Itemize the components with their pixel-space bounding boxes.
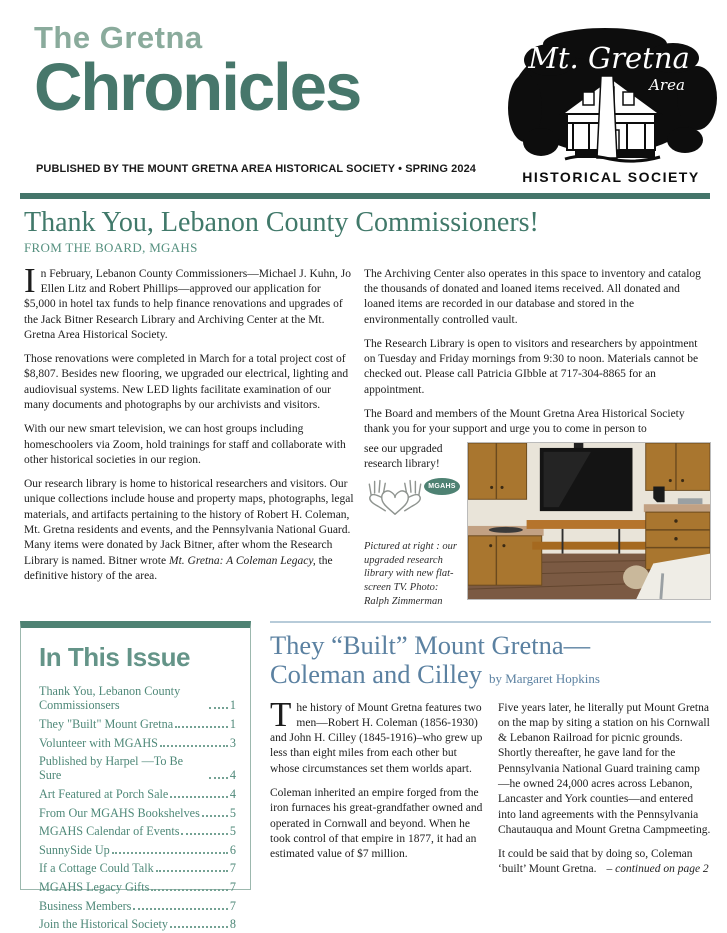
toc-item-page: 7 [229, 861, 236, 876]
toc-item-label: MGAHS Legacy Gifts [39, 880, 150, 895]
article1-headline: Thank You, Lebanon County Commissioners! [24, 207, 539, 238]
book-title-italic: Mt. Gretna: A Coleman Legacy, [169, 554, 316, 567]
toc-item-page: 1 [229, 698, 236, 713]
toc-item-label: Published by Harpel —To Be Sure [39, 754, 184, 783]
toc-item [39, 824, 236, 838]
continued-note: – continued on page 2 [606, 863, 709, 876]
article1-paragraph [24, 260, 354, 343]
toc-item [39, 717, 236, 731]
toc-dot-leader [170, 796, 228, 798]
article1-paragraph: The Board and members of the Mount Gretna Area Historical Society thank you for your support and urge you to come in person to [364, 408, 685, 436]
article2-paragraph [270, 694, 483, 777]
toc-dot-leader [209, 777, 228, 779]
article2-paragraph: Coleman inherited an empire forged from the iron furnaces his great-grandfather owned and operated in Cornwall and beyond. When he took control of that empire in 1877, it had an estimated value of $7 million. [270, 787, 483, 861]
paragraph-text: he history of Mount Gretna features two men—Robert H. Coleman (1856-1930) and John H. Cilley (1845-1916)–who grew up less than eight miles from each other but whose circumstances set them worlds apart. [270, 701, 483, 775]
toc-item [39, 787, 236, 801]
toc-item-page: 6 [229, 842, 236, 857]
newsletter-title [34, 20, 361, 125]
toc-item [39, 736, 236, 750]
toc-dot-leader [181, 833, 227, 835]
article2-headline-line2-text: Coleman and Cilley [270, 658, 482, 689]
article2-columns [270, 694, 711, 887]
paragraph-text: the definitive history of the area. [24, 554, 333, 582]
research-library-photo [467, 442, 711, 600]
article2-headline [270, 631, 711, 688]
toc-dot-leader [175, 726, 228, 728]
paragraph-text: Our research library is home to historical researchers and visitors. Our unique collections include house and property maps, photographs, legal materials, and artifacts pertaining to the history of Robert H. Coleman, Mt. Gretna residents and events, and the Pennsylvania National Guard. Many items were donated by Jack Bitner, after whom the Research Library is named. Bitner wrote [24, 478, 354, 567]
article2-byline: by Margaret Hopkins [488, 670, 600, 686]
historical-society-logo [505, 24, 719, 188]
masthead [0, 0, 727, 193]
toc-item-label: Thank You, Lebanon County Commissionsers [39, 684, 181, 713]
toc-item-label: Join the Historical Society [39, 917, 168, 932]
article1-columns [24, 260, 711, 609]
toc-item-page: 7 [229, 880, 236, 895]
toc-dot-leader [151, 889, 228, 891]
dropcap-letter: I [24, 260, 36, 300]
toc-item-page: 7 [229, 898, 236, 913]
toc-item [39, 899, 236, 913]
toc-dot-leader [170, 926, 228, 928]
article1-paragraph: Those renovations were completed in March for a total project cost of $8,807. Besides new flooring, we upgraded our electrical, lighting and audiovisual systems. New LED lights facilitate examination of our many documents and photographs by our archivists and visitors. [24, 353, 349, 412]
toc-item-label: MGAHS Calendar of Events [39, 824, 180, 839]
article1-paragraph: With our new smart television, we can host groups including homeschoolers via Zoom, hold trainings for staff and collaborate with other historical societies in our region. [24, 423, 346, 466]
article1-paragraph: The Research Library is open to visitors and researchers by appointment on Tuesday and Friday mornings from 9:30 to noon. Materials cannot be checked out. Please call Patricia GIbble at 717-304-8865 for an appointment. [364, 337, 699, 396]
toc-item-label: SunnySide Up [39, 842, 110, 857]
paragraph-text: It could be said that by doing so, Coleman ‘built’ Mount Gretna. [498, 848, 693, 876]
toc-item [39, 917, 236, 931]
toc-dot-leader [112, 852, 228, 854]
article2-paragraph: Five years later, he literally put Mount Gretna on the map by siting a station on his Cornwall & Lebanon Railroad for picnic grounds. Shortly thereafter, he gave land for the Pennsylvania National Guard training camp—he owned 24,000 acres across Lebanon, Lancaster and York counties—and entered into land agreements with the Pennsylvania Chautauqua and Mount Gretna Campmeeting. [498, 701, 711, 836]
toc-item-page: 3 [229, 735, 236, 750]
toc-item-label: Business Members [39, 898, 132, 913]
figure-row [364, 442, 711, 609]
paragraph-continuation: see our upgraded research library! [364, 442, 443, 470]
article1-paragraph [24, 477, 354, 584]
photo-caption: Pictured at right : our upgraded research library with new flat-screen TV. Photo: Ralph Zimmerman [364, 541, 457, 607]
toc-item-page: 4 [229, 768, 236, 783]
toc-item-page: 8 [229, 917, 236, 932]
article2-top-rule [270, 621, 711, 623]
toc-item [39, 806, 236, 820]
research-library-photo-art [468, 443, 710, 599]
article2-paragraph [498, 847, 711, 878]
toc-item [39, 861, 236, 875]
mgahs-badge: MGAHS [424, 478, 460, 495]
article-thank-you [0, 199, 727, 608]
hands-heart-logo [364, 476, 460, 528]
figure-left-strip [364, 442, 467, 609]
toc-dot-leader [209, 707, 228, 709]
toc-item-page: 5 [229, 824, 236, 839]
logo-script-area: Area [649, 76, 685, 94]
toc-item [39, 843, 236, 857]
article2-right-column [498, 701, 711, 887]
article2-left-column [270, 694, 483, 887]
logo-script-name: Mt. Gretna [528, 41, 690, 75]
article-they-built-mount-gretna [251, 621, 711, 890]
article2-headline-line1: They “Built” Mount Gretna— [270, 630, 591, 661]
toc-item-label: Art Featured at Porch Sale [39, 786, 169, 801]
publisher-tagline: PUBLISHED BY THE MOUNT GRETNA AREA HISTORICAL SOCIETY • SPRING 2024 [36, 163, 477, 175]
dropcap-letter: T [270, 694, 292, 734]
in-this-issue-box [20, 621, 251, 932]
toc-title: In This Issue [39, 642, 190, 673]
toc-item [39, 684, 236, 712]
toc-dot-leader [160, 745, 228, 747]
toc-dot-leader [156, 870, 228, 872]
logo-caption: HISTORICAL SOCIETY [522, 169, 700, 185]
toc-item [39, 754, 236, 782]
heart-hands-icon [364, 476, 426, 526]
paragraph-text: n February, Lebanon County Commissioners—Michael J. Kuhn, Jo Ellen Litz and Robert Phillips—approved our application for $5,000 in hotel tax funds to help finance renovations and upgrades of the Jack Bitner Research Library and Archiving Center at the Mt. Gretna Area Historical Society. [24, 267, 352, 341]
toc-item-label: If a Cottage Could Talk [39, 861, 154, 876]
newsletter-title-line1: The Gretna [34, 20, 203, 55]
toc-item-page: 1 [229, 717, 236, 732]
toc-item [39, 880, 236, 894]
newsletter-title-line2: Chronicles [34, 49, 361, 125]
article1-paragraph: The Archiving Center also operates in this space to inventory and catalog the thousands of donated and loaned items received. All donated and loaned items are recorded in our database and stored in the environmentally controlled vault. [364, 267, 701, 326]
toc-dot-leader [133, 908, 227, 910]
bottom-section [20, 621, 711, 932]
toc-item-page: 4 [229, 786, 236, 801]
toc-item-label: From Our MGAHS Bookshelves [39, 805, 200, 820]
article1-left-column [24, 260, 354, 609]
toc-dot-leader [202, 815, 228, 817]
article1-right-column [364, 267, 711, 609]
toc-item-label: Volunteer with MGAHS [39, 735, 158, 750]
article1-kicker: FROM THE BOARD, MGAHS [24, 239, 198, 255]
toc-item-label: They "Built" Mount Gretna [39, 717, 174, 732]
article2-headline-line2 [270, 660, 711, 689]
toc-item-page: 5 [229, 805, 236, 820]
